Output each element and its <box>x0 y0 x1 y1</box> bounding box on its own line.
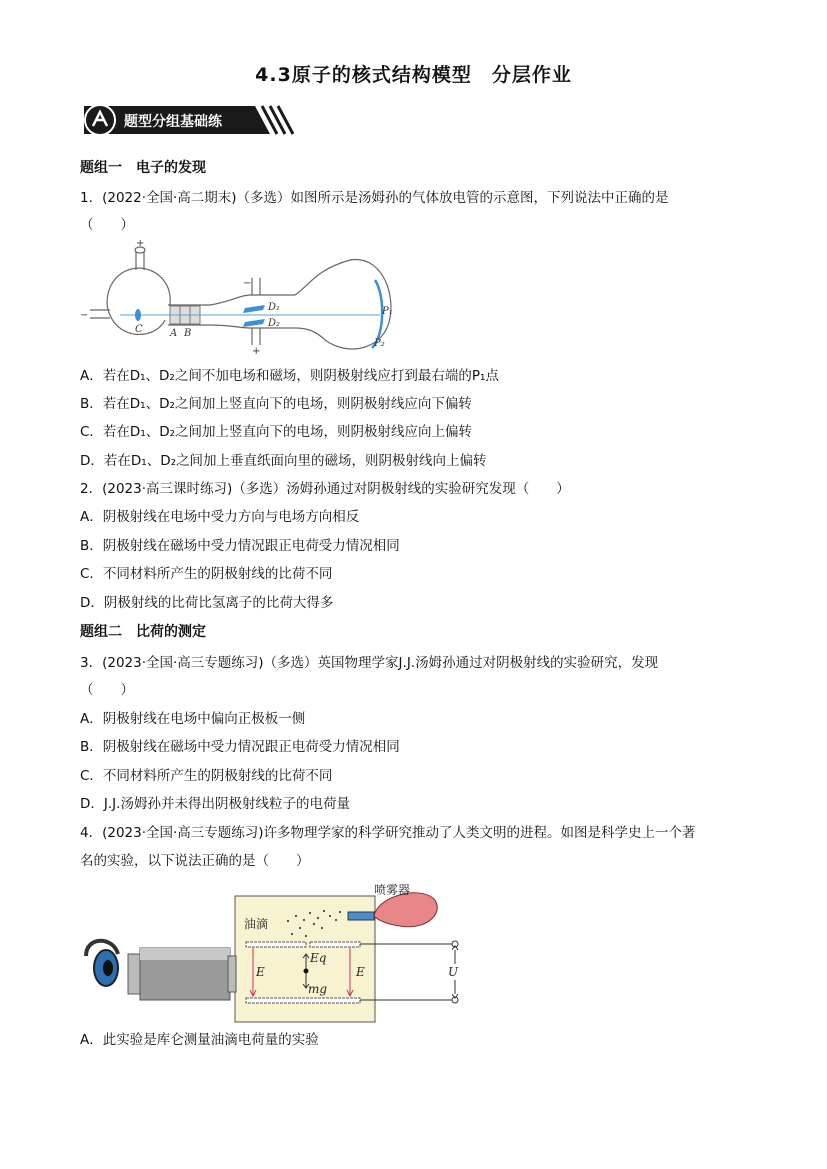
q3-option-b: B．阴极射线在磁场中受力情况跟正电荷受力情况相同 <box>80 739 400 755</box>
fig2-e-left-label: E <box>256 965 265 979</box>
fig1-plus2-label: + <box>252 346 261 357</box>
q4-stem: 4．(2023·全国·高三专题练习)许多物理学家的科学研究推动了人类文明的进程。如图是科学史上一个著 <box>80 825 696 841</box>
q4-option-a: A．此实验是库仑测量油滴电荷量的实验 <box>80 1032 319 1048</box>
fig2-u-label: U <box>448 965 459 979</box>
q1-stem: 1．(2022·全国·高二期末)（多选）如图所示是汤姆孙的气体放电管的示意图，下列说法中正确的是 <box>80 190 669 206</box>
q1-option-b: B．若在D₁、D₂之间加上竖直向下的电场，则阴极射线应向下偏转 <box>80 396 472 412</box>
fig1-minus2-label: − <box>243 278 252 289</box>
q3-paren: （ ） <box>80 682 134 698</box>
group-title-1: 题组一 电子的发现 <box>80 160 206 176</box>
fig2-oil-drop-label: 油滴 <box>244 917 269 931</box>
group-title-2: 题组二 比荷的测定 <box>80 624 206 640</box>
banner-label: 题型分组基础练 <box>124 114 222 130</box>
q2-option-b: B．阴极射线在磁场中受力情况跟正电荷受力情况相同 <box>80 538 400 554</box>
fig2-eq-label: Eq <box>310 951 327 965</box>
fig1-plus-label: + <box>136 240 145 249</box>
fig1-a-label: A <box>170 328 178 339</box>
q4-stem-2: 名的实验，以下说法正确的是（ ） <box>80 853 310 869</box>
fig1-p1-label: P₁ <box>382 306 393 317</box>
q2-option-c: C．不同材料所产生的阴极射线的比荷不同 <box>80 566 333 582</box>
q3-option-c: C．不同材料所产生的阴极射线的比荷不同 <box>80 768 333 784</box>
q2-stem: 2．(2023·高三课时练习)（多选）汤姆孙通过对阴极射线的实验研究发现（ ） <box>80 481 570 497</box>
q3-option-a: A．阴极射线在电场中偏向正极板一侧 <box>80 711 306 727</box>
eye-icon <box>86 941 118 986</box>
q1-figure-discharge-tube <box>80 240 400 360</box>
page-title: 4.3原子的核式结构模型 分层作业 <box>255 64 572 86</box>
fig1-d1-label: D₁ <box>268 302 281 313</box>
section-banner <box>80 100 300 140</box>
q2-option-d: D．阴极射线的比荷比氢离子的比荷大得多 <box>80 595 334 611</box>
fig2-sprayer-label: 喷雾器 <box>374 883 411 897</box>
q1-option-c: C．若在D₁、D₂之间加上竖直向下的电场，则阴极射线应向上偏转 <box>80 424 473 440</box>
fig1-d2-label: D₂ <box>268 318 281 329</box>
q1-option-a: A．若在D₁、D₂之间不加电场和磁场，则阴极射线应打到最右端的P₁点 <box>80 368 499 384</box>
q3-option-d: D．J.J.汤姆孙并未得出阴极射线粒子的电荷量 <box>80 796 350 812</box>
q3-stem: 3．(2023·全国·高三专题练习)（多选）英国物理学家J.J.汤姆孙通过对阴极射线的实验研究，发现 <box>80 655 659 671</box>
fig1-p2-label: P₂ <box>374 338 385 349</box>
q1-paren: （ ） <box>80 217 134 233</box>
q2-option-a: A．阴极射线在电场中受力方向与电场方向相反 <box>80 509 360 525</box>
q1-option-d: D．若在D₁、D₂之间加上垂直纸面向里的磁场，则阴极射线向上偏转 <box>80 453 487 469</box>
fig2-e-right-label: E <box>356 965 365 979</box>
fig1-b-label: B <box>184 328 192 339</box>
fig2-mg-label: mg <box>308 982 328 996</box>
q4-figure-oil-drop <box>78 876 478 1024</box>
fig1-minus-label: − <box>80 310 89 321</box>
fig1-c-label: C <box>135 324 143 335</box>
